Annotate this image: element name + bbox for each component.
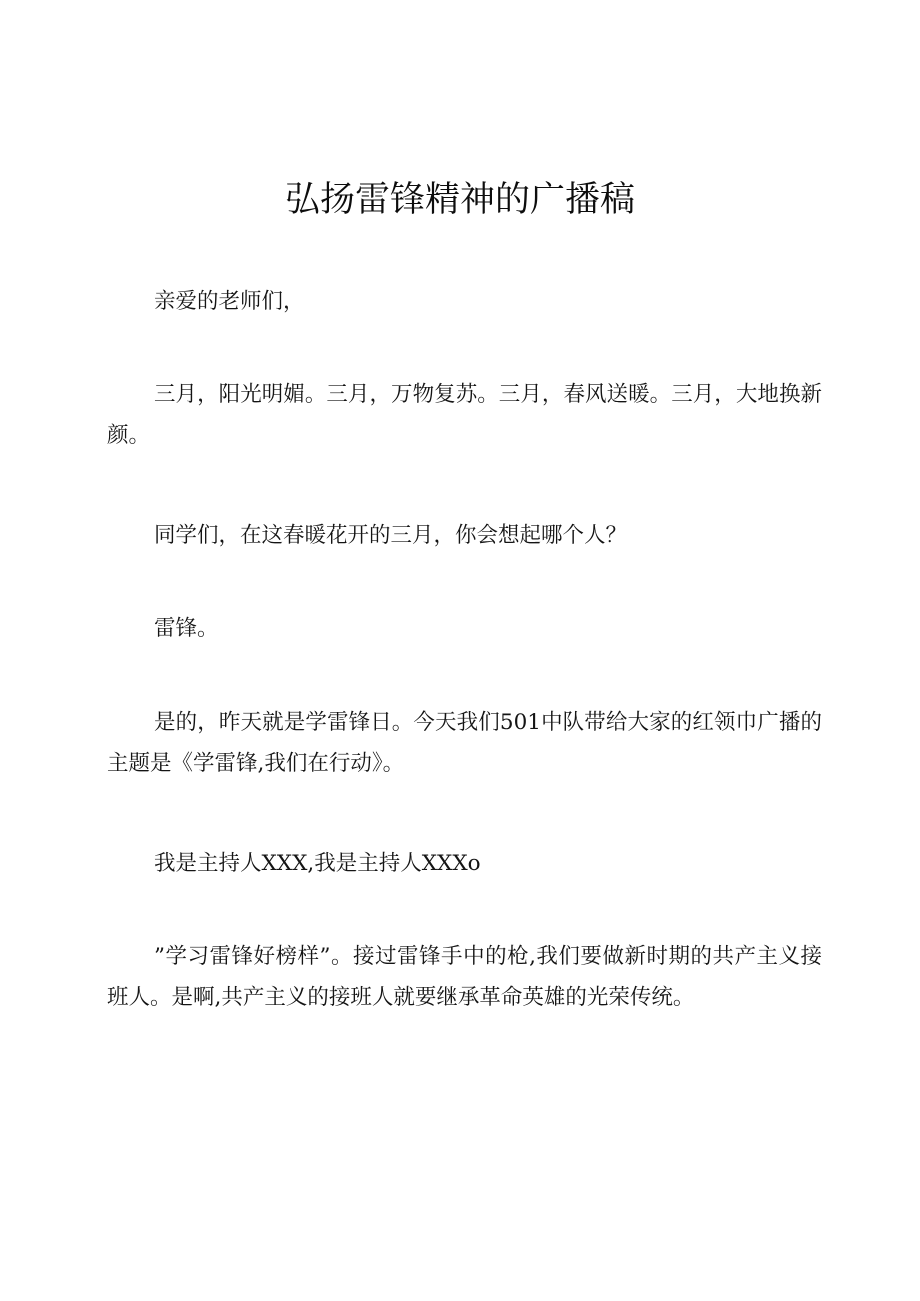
paragraph-march: 三月，阳光明媚。三月，万物复苏。三月，春风送暖。三月，大地换新颜。 [107, 382, 822, 448]
document-title: 弘扬雷锋精神的广播稿 [284, 180, 635, 220]
paragraph-question: 同学们，在这春暖花开的三月，你会想起哪个人？ [154, 523, 628, 548]
paragraph-role-model: ”学习雷锋好榜样”。接过雷锋手中的枪,我们要做新时期的共产主义接班人。是啊,共产主义的接班人就要继承革命英雄的光荣传统。 [107, 944, 822, 1010]
paragraph-theme: 是的，昨天就是学雷锋日。今天我们501中队带给大家的红领巾广播的主题是《学雷锋,我们在行动》。 [107, 710, 822, 776]
paragraph-greeting: 亲爱的老师们， [154, 289, 305, 314]
paragraph-answer: 雷锋。 [154, 616, 219, 641]
paragraph-hosts: 我是主持人XXX,我是主持人XXXo [154, 851, 481, 876]
